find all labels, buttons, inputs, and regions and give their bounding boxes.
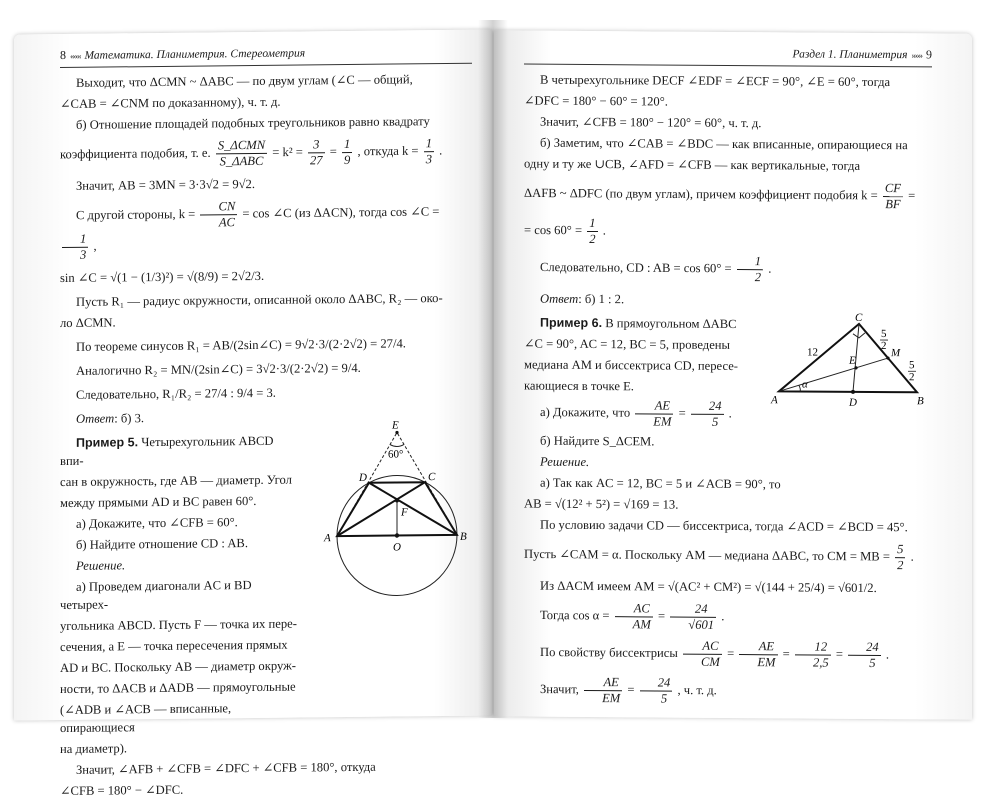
label-F: F [400,506,408,518]
text-line: ∠CFB = 180° − ∠DFC. [60,778,470,800]
left-page [14,29,492,720]
text-fragment: По свойству биссектрисы [540,645,678,660]
text-fragment: = [783,647,790,661]
example-title: Пример 5. [76,435,138,450]
text-fragment: = [330,145,337,159]
formula-line [524,601,939,635]
text-line: Аналогично R₂ = MN/(2sin∠C) = 3√2·3/(2·2√2) = 9/4. [60,358,470,380]
label-half-top-n: 5 [881,328,887,340]
label-E: E [391,419,399,431]
text-line: сан в окружность, где AB — диаметр. Угол [60,471,300,492]
right-content [524,71,939,715]
text-line: ∠C = 90°, AC = 12, BC = 5, проведены [524,335,754,355]
right-angle-mark [853,333,865,338]
fraction: $\frac{1}{9}$ [342,137,352,168]
fraction: $\frac{3}{27}$ [308,137,325,168]
text-fragment: . [911,550,914,564]
label-M: M [890,347,901,359]
text-fragment: ΔAFB ~ ΔDFC (по двум углам), причем коэффициент подобия k = [524,186,878,202]
label-B: B [460,531,467,543]
text-fragment: = [836,647,843,661]
fraction: $\frac{CF}{BF}$ [883,181,903,212]
label-C: C [428,471,436,483]
label-A: A [323,532,331,544]
text-line: а) Проведем диагонали AC и BD четырех- [60,576,300,615]
angle-E-arc [390,444,404,446]
text-fragment: . [886,647,889,661]
text-fragment: = [679,406,686,420]
fraction: $\frac{1}{2}$ [587,216,597,247]
example-5 [60,430,470,800]
text-fragment: С другой стороны, k = [76,207,195,222]
answer-label: Ответ [76,411,114,425]
text-line [524,314,754,334]
median-AM [779,357,888,392]
text-line: медиана AM и биссектриса CD, пересе- [524,356,754,376]
label-half-bot-n: 5 [909,359,915,371]
formula-line [524,216,939,250]
left-header-title: Математика. Планиметрия. Стереометрия [85,47,306,61]
right-header-bullets: »»» [912,50,923,60]
formula-line [524,253,939,287]
text-fragment: , [93,239,96,253]
text-fragment: , ч. т. д. [677,683,716,697]
answer-value: : б) 3. [114,411,144,425]
text-line: AB = √(12² + 5²) = √169 = 13. [524,495,939,516]
text-fragment: = [908,189,915,203]
answer-label: Ответ [540,292,578,306]
right-page-number: 9 [926,47,932,62]
text-fragment: , откуда k = [357,144,418,159]
fraction: $\frac{24}{5}$ [691,399,724,430]
text-line: По теореме синусов R₁ = AB/(2sin∠C) = 9√2·3/(2·2√2) = 27/4. [60,334,470,356]
example-6 [524,314,939,709]
point-O [395,533,399,537]
text-line: ∠DFC = 180° − 60° = 120°. [524,92,939,113]
fraction: $\frac{\text{S\_ΔCMN}}{\text{S\_ΔABC}}$ [216,138,267,170]
label-E: E [848,355,856,367]
text-fragment: Тогда cos α = [540,608,610,622]
text-fragment: = [658,609,665,623]
formula-line [60,136,470,171]
text-line: на диаметр). [60,738,300,759]
text-line: б) Заметим, что ∠CAB = ∠BDC — как вписанные, опирающиеся на [524,134,939,155]
fraction: $\frac{AC}{CM}$ [683,639,722,670]
right-header-title: Раздел 1. Планиметрия [793,48,908,61]
text-line: AD и BC. Поскольку AB — диаметр окруж- [60,657,300,678]
solution-label: Решение. [524,453,754,473]
text-line: б) Найдите S_ΔCEM. [524,432,754,452]
text-fragment: коэффициента подобия, т. е. [60,146,211,162]
fraction: $\frac{1}{3}$ [424,136,434,167]
formula-line [524,540,939,574]
fraction: $\frac{24}{5}$ [640,675,673,706]
label-half-top-d: 2 [881,340,886,352]
fraction: $\frac{24}{5}$ [848,640,881,671]
answer-value: : б) 1 : 2. [578,292,624,306]
text-line: б) Найдите отношение CD : AB. [60,534,300,555]
figure-5-circle [322,420,472,622]
text-line: ∠CAB = ∠CNM по доказанному), ч. т. д. [60,91,470,113]
formula-line [60,197,470,263]
label-A: A [770,394,778,406]
fraction: $\frac{CN}{AC}$ [200,199,237,230]
fraction: $\frac{5}{2}$ [895,542,905,573]
label-alpha: α [802,378,808,390]
figure-6-triangle [769,311,944,412]
formula-line [524,179,939,213]
label-D: D [848,397,857,409]
text-line: Из ΔACM имеем AM = √(AC² + CM²) = √(144 + 25/4) = √601/2. [524,577,939,598]
text-fragment: = [627,683,634,697]
text-fragment: Следовательно, CD : AB = cos 60° = [540,260,732,275]
left-header-bullets: ««« [70,50,81,60]
fraction: $\frac{AE}{EM}$ [635,398,673,429]
text-line: В четырехугольнике DECF ∠EDF = ∠ECF = 90°, ∠E = 60°, тогда [524,71,939,92]
label-12: 12 [807,347,818,359]
text-fragment: = cos ∠C (из ΔACN), тогда cos ∠C = [242,204,439,220]
left-header [60,45,305,63]
label-angle: 60° [388,448,403,460]
label-O: O [393,541,401,553]
text-fragment: Четырехугольник ABCD впи- [60,434,274,468]
text-line: (∠ADB и ∠ACB — вписанные, опирающиеся [60,699,300,738]
text-fragment: = k² = [272,145,303,159]
text-line: Значит, AB = 3MN = 3·3√2 = 9√2. [60,173,470,195]
formula-line [524,638,939,672]
text-fragment: . [721,609,724,623]
left-header-rule [60,63,472,68]
label-B: B [917,395,924,407]
text-fragment: а) Докажите, что [540,405,630,420]
text-line: Выходит, что ΔCMN ~ ΔABC — по двум углам (∠C — общий, [60,70,470,92]
text-line: ности, то ΔACB и ΔADB — прямоугольные [60,678,300,699]
text-line: sin ∠C = √(1 − (1/3)²) = √(8/9) = 2√2/3. [60,265,470,287]
right-header-rule [524,64,932,68]
right-header [793,46,932,62]
text-line: кающиеся в точке E. [524,377,754,397]
text-line: между прямыми AD и BC равен 60°. [60,492,300,513]
solution-label: Решение. [60,555,300,576]
formula-line [524,675,939,709]
text-fragment: . [768,262,771,276]
text-line: угольника ABCD. Пусть F — точка их пере- [60,615,300,636]
label-C: C [855,312,863,324]
fraction: $\frac{AC}{AM}$ [615,601,653,632]
text-fragment: . [439,143,442,157]
fraction: $\frac{24}{√601}$ [670,602,716,633]
fraction: $\frac{AE}{EM}$ [739,639,777,670]
text-line: сечения, а E — точка пересечения прямых [60,636,300,657]
left-content [60,70,470,803]
text-line: Значит, ∠CFB = 180° − 120° = 60°, ч. т. д. [524,113,939,134]
text-line: Следовательно, R₁/R₂ = 27/4 : 9/4 = 3. [60,382,470,404]
text-line: б) Отношение площадей подобных треугольников равно квадрату [60,112,470,134]
text-fragment: = cos 60° = [524,223,582,237]
text-fragment: Пусть ∠CAM = α. Поскольку AM — медиана ΔABC, то CM = MB = [524,547,890,564]
fraction: $\frac{1}{3}$ [62,232,88,263]
label-half-bot-d: 2 [909,371,914,383]
text-line: Значит, ∠AFB + ∠CFB = ∠DFC + ∠CFB = 180°, откуда [60,757,470,779]
fraction: $\frac{12}{2,5}$ [795,639,831,670]
text-fragment: В прямоугольном ΔABC [605,316,736,331]
point-D [851,390,855,394]
text-line: а) Так как AC = 12, BC = 5 и ∠ACB = 90°, то [524,474,939,495]
text-line [60,432,300,471]
right-page [494,30,972,719]
text-fragment: Значит, [540,682,579,696]
text-line: Пусть R₁ — радиус окружности, описанной около ΔABC, R₂ — око- [60,289,470,311]
text-fragment: = [727,646,734,660]
text-line: ло ΔCMN. [60,310,470,332]
text-line: По условию задачи CD — биссектриса, тогда ∠ACD = ∠BCD = 45°. [524,516,939,537]
label-D: D [358,472,367,484]
point-M [886,356,889,359]
left-page-number: 8 [60,48,66,63]
text-line: а) Докажите, что ∠CFB = 60°. [60,513,300,534]
formula-line [524,398,754,431]
answer-line [524,290,939,311]
fraction: $\frac{AE}{EM}$ [584,675,622,706]
text-line: одну и ту же ∪CB, ∠AFD = ∠CFB — как вертикальные, тогда [524,155,939,176]
text-fragment: . [603,223,606,237]
fraction: $\frac{1}{2}$ [737,254,763,285]
example-title: Пример 6. [540,316,602,330]
text-fragment: . [729,406,732,420]
